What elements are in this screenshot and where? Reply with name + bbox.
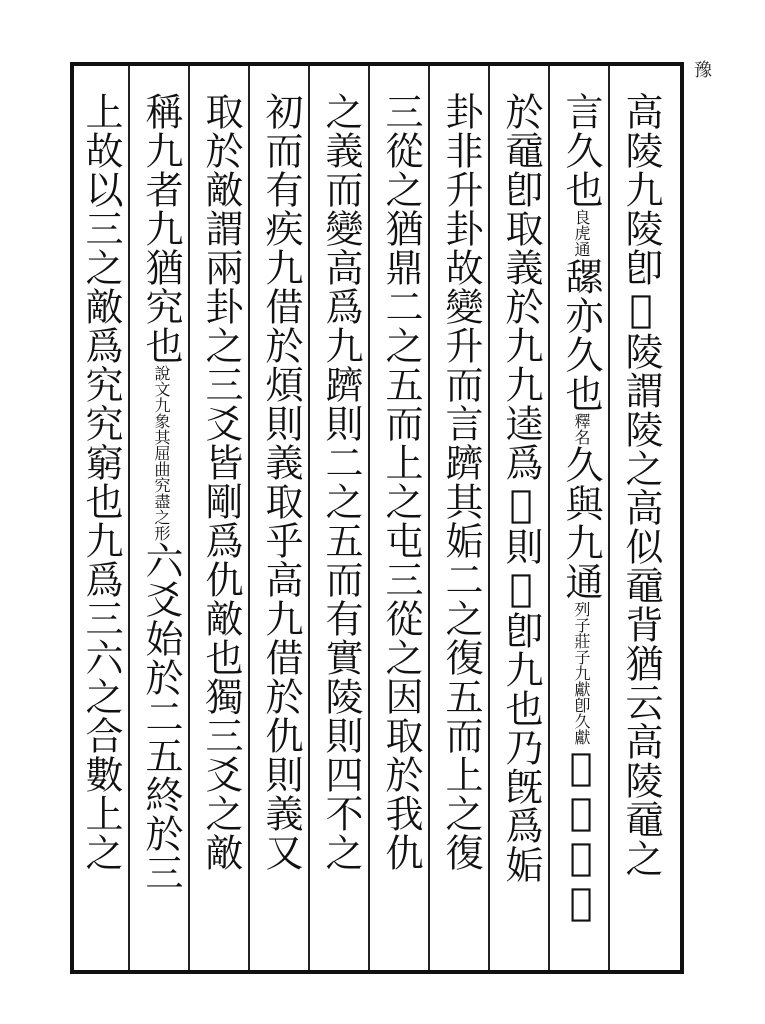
column-rule (488, 66, 490, 970)
column-rule (608, 66, 610, 970)
text-column-3: 於黿卽取義於九九逵爲𨺼則𨺼卽九也乃旣爲姤 (499, 92, 543, 884)
column-text: 六爻始於二五終於三 (139, 541, 183, 892)
margin-mark: 豫 (691, 60, 712, 78)
inline-note: 良虎通 (572, 209, 591, 257)
column-text: 久與九通 (559, 445, 603, 601)
column-rule (248, 66, 250, 970)
text-column-6: 之義而變高爲九躋則二之五而有實陵則四不之 (319, 92, 363, 872)
text-column-8: 取於敵謂兩卦之三爻皆剛爲仇敵也獨三爻之敵 (199, 92, 243, 872)
column-rule (368, 66, 370, 970)
column-rule (548, 66, 550, 970)
column-text: 稱九者九猶究也 (139, 92, 183, 365)
text-column-9 (134, 92, 188, 952)
text-column-4: 卦非升卦故變升而言躋其姤二之復五而上之復 (439, 92, 483, 872)
inline-note: 列子莊子九獻卽久獻 (572, 601, 591, 745)
inline-note: 釋名 (572, 413, 591, 445)
column-rule (308, 66, 310, 970)
text-column-5: 三從之猶鼎二之五而上之屯三從之因取於我仇 (379, 92, 423, 872)
column-rule (128, 66, 130, 970)
text-column-10: 上故以三之敵爲究究窮也九爲三六之合數上之 (79, 92, 123, 872)
column-rule (428, 66, 430, 970)
column-text: 言久也 (559, 92, 603, 209)
text-column-7: 初而有疾九借於煩則義取乎高九借於仇則義又 (259, 92, 303, 872)
column-rule (188, 66, 190, 970)
text-column-1: 高陵九陵卽𨺼陵謂陵之高似黿背猶云高陵黿之 (619, 92, 663, 878)
inline-note: 說文九象其屈曲究盡之形 (152, 365, 171, 541)
text-column-2 (554, 92, 608, 952)
column-text: 𦧲亦久也 (559, 257, 603, 413)
column-text: 𨺼之取義 (559, 745, 603, 925)
